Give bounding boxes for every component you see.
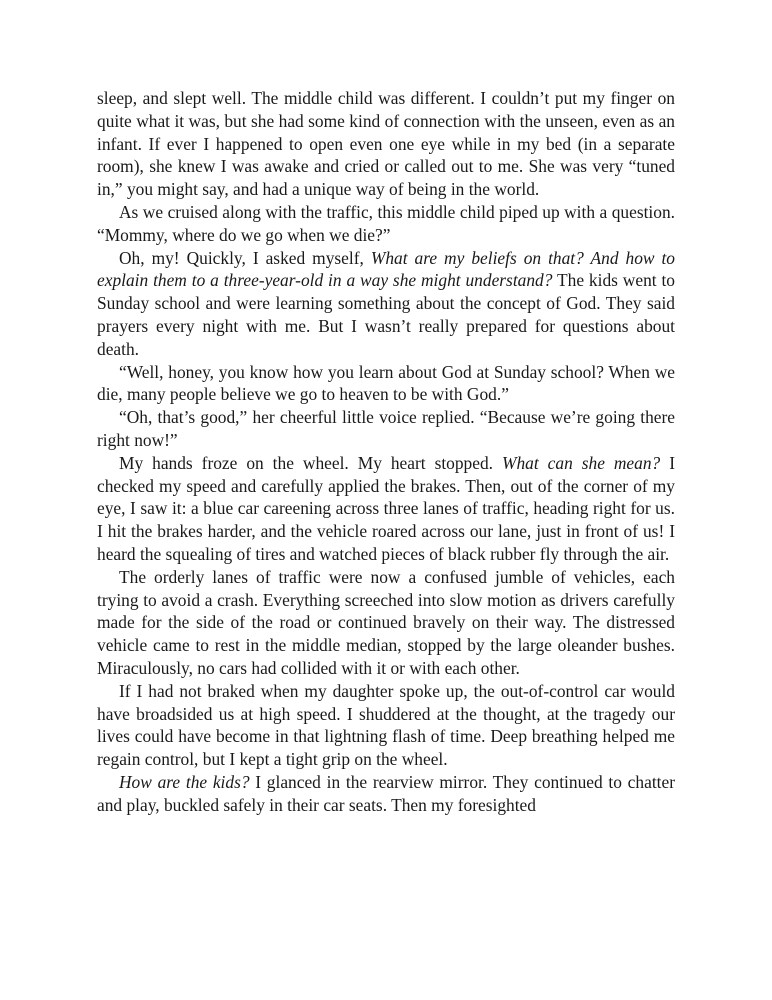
paragraph-1: [97, 87, 675, 201]
paragraph-text: My hands froze on the wheel. My heart stopped.: [119, 452, 502, 473]
paragraph-8: [97, 680, 675, 771]
paragraph-9: [97, 771, 675, 817]
book-page-body: [97, 87, 675, 817]
paragraph-text: The kids went to Sunday school and were learning something about the concept of God. They said prayers every night with me. But I wasn’t really prepared for questions about death.: [97, 270, 675, 359]
paragraph-text: “Oh, that’s good,” her cheerful little voice replied. “Because we’re going there right now!”: [97, 407, 675, 450]
paragraph-text: Oh, my! Quickly, I asked myself,: [119, 247, 371, 268]
italic-thought-text: How are the kids?: [119, 771, 250, 792]
paragraph-text: I glanced in the rearview mirror. They continued to chatter and play, buckled safely in their car seats. Then my foresighted: [97, 771, 675, 815]
paragraph-5: [97, 406, 675, 452]
paragraph-4: [97, 361, 675, 407]
paragraph-6: [97, 452, 675, 566]
paragraph-2: [97, 201, 675, 247]
paragraph-text: “Well, honey, you know how you learn about God at Sunday school? When we die, many people believe we go to heaven to be with God.”: [97, 361, 675, 405]
paragraph-text: As we cruised along with the traffic, this middle child piped up with a question. “Mommy, where do we go when we die?”: [97, 201, 675, 245]
italic-thought-text: What are my beliefs on that? And how to explain them to a three-year-old in a way she might understand?: [97, 247, 675, 291]
paragraph-7: [97, 566, 675, 680]
italic-thought-text: What can she mean?: [501, 452, 661, 473]
paragraph-text: I checked my speed and carefully applied the brakes. Then, out of the corner of my eye, I saw it: a blue car careening across three lanes of traffic, heading right for us. I hit the brakes harder, and the vehicle roared across our lane, just in front of us! I heard the squealing of tires and watched pieces of black rubber fly through the air.: [97, 452, 675, 564]
paragraph-text: If I had not braked when my daughter spoke up, the out-of-control car would have broadsided us at high speed. I shuddered at the thought, at the tragedy our lives could have become in that lightning flash of time. Deep breathing helped me regain control, but I kept a tight grip on the wheel.: [97, 680, 675, 770]
paragraph-3: [97, 247, 675, 361]
paragraph-text: sleep, and slept well. The middle child was different. I couldn’t put my finger on quite what it was, but she had some kind of connection with the unseen, even as an infant. If ever I happened to open even one eye while in my bed (in a separate room), she knew I was awake and cried or called out to me. She was very “tuned in,” you might say, and had a unique way of being in the world.: [97, 88, 675, 200]
paragraph-text: The orderly lanes of traffic were now a confused jumble of vehicles, each trying to avoid a crash. Everything screeched into slow motion as drivers carefully made for the side of the road or continued bravely on their way. The distressed vehicle came to rest in the middle median, stopped by the large oleander bushes. Miraculously, no cars had collided with it or with each other.: [97, 566, 675, 678]
